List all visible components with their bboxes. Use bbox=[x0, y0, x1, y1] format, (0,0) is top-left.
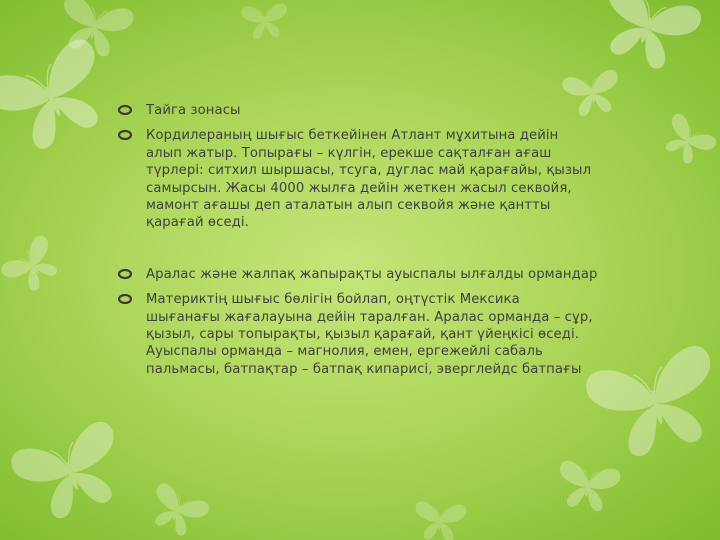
ring-bullet-icon bbox=[118, 294, 132, 304]
item-heading-mixed-forest: Аралас және жалпақ жапырақты ауыспалы ылғалды ормандар bbox=[146, 266, 598, 282]
item-paragraph-taiga: Кордилераның шығыс беткейінен Атлант мұхитына дейін алып жатыр. Топырағы – күлгін, ерекше сақталған ағаш түрлері: ситхил шыршасы, тсуга, дуглас май қарағайы, қызыл самырсын. Жасы 4000 жылға дейін жеткен жасыл секвойя, мамонт ағашы деп аталатын алып секвойя және қантты қарағай өседі. bbox=[146, 128, 592, 231]
butterfly-icon bbox=[413, 501, 467, 540]
butterfly-icon bbox=[241, 3, 290, 40]
butterfly-icon bbox=[589, 0, 704, 78]
bullet-list bbox=[118, 96, 598, 378]
list-item bbox=[118, 291, 598, 378]
butterfly-icon bbox=[554, 460, 622, 515]
list-item bbox=[118, 127, 598, 231]
butterfly-icon bbox=[8, 418, 135, 528]
butterfly-icon bbox=[0, 233, 68, 300]
list-item bbox=[118, 102, 598, 119]
butterfly-icon bbox=[143, 481, 211, 540]
butterfly-icon bbox=[583, 342, 720, 465]
list-item bbox=[118, 266, 598, 283]
butterfly-icon bbox=[656, 111, 719, 171]
ring-bullet-icon bbox=[118, 269, 132, 279]
item-paragraph-mixed-forest: Материктің шығыс бөлігін бойлап, оңтүстік Мексика шығанағы жағалауына дейін таралған. Аралас орманда – сұр, қызыл, сары топырақты, қызыл қарағай, қант үйеңкісі өседі. Ауыспалы орманда – магнолия, емен, ергежейлі сабаль пальмасы, батпақтар – батпақ кипарисі, эверглейдс батпағы bbox=[146, 292, 593, 377]
ring-bullet-icon bbox=[118, 130, 132, 140]
item-heading-taiga: Тайга зонасы bbox=[146, 103, 241, 118]
ring-bullet-icon bbox=[118, 105, 132, 115]
